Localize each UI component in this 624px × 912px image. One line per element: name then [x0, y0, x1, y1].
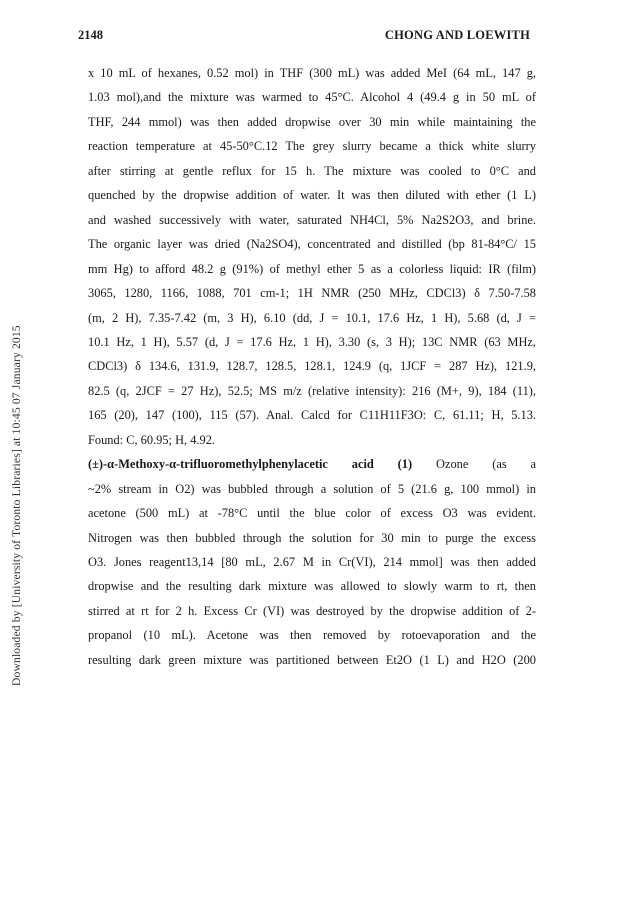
text-line: after stirring at gentle reflux for 15 h. The mixture was cooled to 0°C and — [88, 163, 536, 178]
text-line: 165 (20), 147 (100), 115 (57). Anal. Calcd for C11H11F3O: C, 61.11; H, 5.13. — [88, 408, 536, 423]
section-heading-line: (±)-α-Methoxy-α-trifluoromethylphenylacetic acid (1) Ozone (as a — [88, 457, 537, 472]
text-line: resulting dark green mixture was partitioned between Et2O (1 L) and H2O (200 — [88, 652, 536, 667]
download-watermark: Downloaded by [University of Toronto Libraries] at 10:45 07 January 2015 — [10, 325, 23, 686]
text-line: ~2% stream in O2) was bubbled through a solution of 5 (21.6 g, 100 mmol) in — [88, 481, 536, 496]
text-line: stirred at rt for 2 h. Excess Cr (VI) was destroyed by the dropwise addition of 2- — [88, 603, 536, 618]
text-line: Nitrogen was then bubbled through the solution for 30 min to purge the excess — [88, 530, 536, 545]
text-line: mm Hg) to afford 48.2 g (91%) of methyl ether 5 as a colorless liquid: IR (film) — [88, 261, 536, 276]
text-line: 3065, 1280, 1166, 1088, 701 cm-1; 1H NMR (250 MHz, CDCl3) δ 7.50-7.58 — [88, 286, 536, 301]
text-line: THF, 244 mmol) was then added dropwise over 30 min while maintaining the — [88, 114, 536, 129]
text-line: x 10 mL of hexanes, 0.52 mol) in THF (300 mL) was added MeI (64 mL, 147 g, — [88, 66, 536, 80]
text-line: quenched by the dropwise addition of water. It was then diluted with ether (1 L) — [88, 188, 536, 203]
text-line: 82.5 (q, 2JCF = 27 Hz), 52.5; MS m/z (relative intensity): 216 (M+, 9), 184 (11), — [88, 383, 536, 398]
text-line: and washed successively with water, saturated NH4Cl, 5% Na2S2O3, and brine. — [88, 212, 536, 227]
text-line: acetone (500 mL) at -78°C until the blue color of excess O3 was evident. — [88, 506, 536, 521]
text-line: Found: C, 60.95; H, 4.92. — [88, 432, 216, 447]
running-title: CHONG AND LOEWITH — [384, 28, 530, 42]
page-number: 2148 — [78, 28, 103, 42]
text-line: dropwise and the resulting dark mixture was allowed to slowly warm to rt, then — [88, 579, 536, 594]
text-line: O3. Jones reagent13,14 [80 mL, 2.67 M in Cr(VI), 214 mmol] was then added — [88, 555, 536, 569]
text-line: CDCl3) δ 134.6, 131.9, 128.7, 128.5, 128.1, 124.9 (q, 1JCF = 287 Hz), 121.9, — [88, 359, 536, 374]
text-line: The organic layer was dried (Na2SO4), concentrated and distilled (bp 81-84°C/ 15 — [88, 237, 536, 252]
text-line: propanol (10 mL). Acetone was then removed by rotoevaporation and the — [88, 628, 536, 643]
text-line: reaction temperature at 45-50°C.12 The grey slurry became a thick white slurry — [88, 139, 536, 154]
text-line: 10.1 Hz, 1 H), 5.57 (d, J = 17.6 Hz, 1 H), 3.30 (s, 3 H); 13C NMR (63 MHz, — [88, 334, 536, 349]
text-line: (m, 2 H), 7.35-7.42 (m, 3 H), 6.10 (dd, J = 10.1, 17.6 Hz, 1 H), 5.68 (d, J = — [88, 310, 536, 325]
text-line: 1.03 mol),and the mixture was warmed to 45°C. Alcohol 4 (49.4 g in 50 mL of — [88, 90, 536, 105]
